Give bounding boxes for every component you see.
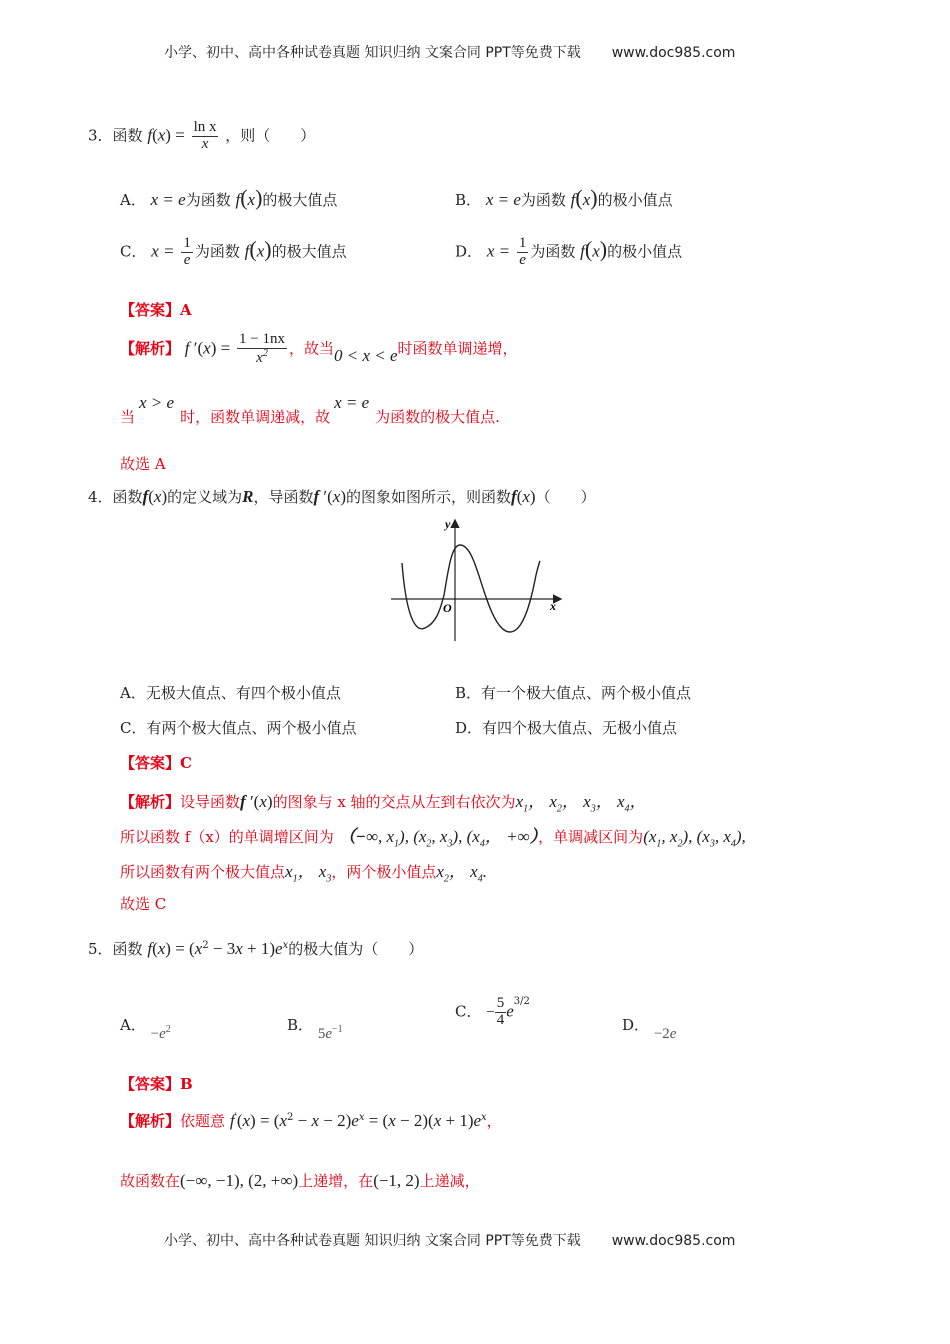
q5-a-label: A． [120, 1016, 146, 1034]
q5-analysis-2: 故函数在(−∞, −1), (2, +∞)上递增，在(−1, 2)上递减， [120, 1171, 480, 1190]
q3-option-d[interactable]: D． x = $\frac{1}{e}$ 为函数 f(x)的极小值点 [455, 235, 683, 268]
q3-c-text2: 的极大值点 [271, 242, 347, 261]
q3-c-math: x = [151, 241, 175, 261]
q5-option-c[interactable]: C． − $\frac{5}{4}$ $e^{3/2}$ [455, 995, 530, 1028]
graph-x-label: x [550, 599, 556, 613]
q3-analysis-2 [120, 392, 500, 426]
q3-an-text2: 时函数单调递增， [397, 339, 518, 358]
q3-c-text1: 为函数 [194, 242, 240, 261]
q5-option-b[interactable]: B． $5e^{-1}$ [287, 1016, 343, 1042]
q5-text: 的极大值为（ ） [288, 940, 424, 958]
q3-d-den: e [519, 251, 526, 268]
q4-option-c[interactable]: C．有两个极大值点、两个极小值点 [120, 719, 357, 737]
q3-an-text1: ，故当 [288, 339, 334, 358]
derivative-curve [402, 545, 540, 632]
q3-fraction [192, 120, 219, 153]
q4-answer-value: C [180, 754, 192, 772]
q3-c-num: 1 [183, 235, 191, 251]
q3-an-cond: 0 < x < e [333, 346, 398, 366]
q4-option-d[interactable]: D．有四个极大值点、无极小值点 [455, 719, 678, 737]
q3-tail: ，则（ ） [225, 126, 316, 145]
q3-c-den: e [183, 251, 191, 268]
q3-b-text2: 的极小值点 [597, 191, 673, 209]
q3-number: 3．函数 [88, 126, 143, 145]
q3-choose: 故选 A [120, 455, 166, 473]
graph-origin-label: O [443, 601, 452, 615]
q4-option-b[interactable]: B．有一个极大值点、两个极小值点 [455, 684, 692, 702]
q5-analysis-label: 【解析】 [120, 1112, 181, 1130]
q4-analysis-3: 所以函数有两个极大值点$x_1$， $x_3$，两个极小值点$x_2$， $x_4$. [120, 862, 487, 885]
q3-an2-cond2: x = e [334, 393, 370, 412]
q3-frac-num: ln x [193, 119, 217, 135]
q4-stem: 4．函数f(x)的定义域为R，导函数f ′(x)的图象如图所示，则函数f(x)（ ） [88, 487, 596, 506]
q3-a-text2: 的极大值点 [262, 191, 338, 209]
q3-analysis-label: 【解析】 [120, 339, 181, 358]
q5-option-a[interactable]: A． $-e^2$ [120, 1016, 171, 1042]
q3-c-label: C． [120, 242, 147, 261]
q3-an-den: x [256, 349, 263, 366]
q5-answer [120, 1073, 193, 1094]
header-url[interactable]: www.doc985.com [611, 45, 736, 61]
q5-an2b: 上递增，在 [298, 1172, 374, 1190]
q5-analysis-1: 【解析】依题意 $f'(x) = (x^2 - x - 2)e^x = (x - 2)(x + 1)e^x$， [120, 1111, 502, 1130]
q4-an3: 所以函数有两个极大值点 [120, 863, 286, 881]
q3-b-math: x = e [485, 190, 521, 209]
q3-analysis-1: 【解析】 f ′(x) = $\frac{1 - 1nx}{x^2}$ ，故当0 < x < e时函数单调递增， [120, 331, 518, 366]
q3-answer-label: 【答案】 [120, 301, 181, 319]
q3-option-a[interactable]: A． x = e为函数 f(x)的极大值点 [120, 185, 338, 210]
page-footer [164, 1230, 735, 1250]
q5-an1: 依题意 [180, 1112, 226, 1130]
q3-b-label: B． [455, 191, 482, 209]
q3-an2-text2: 为函数的极大值点. [375, 408, 500, 426]
q5-number: 5．函数 [88, 940, 143, 958]
q3-d-text2: 的极小值点 [607, 242, 683, 261]
q5-an2c: 上递减， [419, 1172, 480, 1190]
footer-url[interactable]: www.doc985.com [611, 1233, 736, 1249]
q4-an2b: ，单调减区间为 [538, 828, 644, 846]
q3-option-b[interactable]: B． x = e为函数 f(x)的极小值点 [455, 185, 673, 210]
q4-analysis-2: 所以函数 f（x）的单调增区间为 （−∞, $x_1$), ($x_2$, $x_3$), ($x_4$， +∞），单调减区间为($x_1$, $x_2$), ($x_3$, $x_4$), [120, 827, 746, 850]
q5-an2: 故函数在 [120, 1172, 181, 1190]
q3-d-num: 1 [518, 235, 527, 251]
footer-text: 小学、初中、高中各种试卷真题 知识归纳 文案合同 PPT等免费下载 [164, 1233, 581, 1249]
q4-tail: （ ） [535, 488, 596, 506]
q5-option-d[interactable]: D． −2e [622, 1016, 677, 1042]
q4-answer-label: 【答案】 [120, 754, 181, 772]
q3-d-math: x = [486, 241, 511, 261]
q4-text2: ，导函数 [253, 488, 314, 506]
q4-analysis-label: 【解析】 [120, 793, 181, 811]
graph-y-label: y [445, 517, 451, 531]
q3-stem: 3．函数 f(x) = $\frac{\text{ln x}}{x}$ ，则（ ） [88, 119, 316, 152]
q5-b-label: B． [287, 1016, 314, 1034]
q4-answer [120, 752, 192, 773]
q4-an3b: ，两个极小值点 [331, 863, 437, 881]
q3-d-label: D． [455, 242, 483, 261]
q3-an2-when: 当 [120, 408, 136, 426]
q4-choose: 故选 C [120, 895, 167, 913]
q5-c-num: 5 [496, 995, 505, 1011]
q5-c-label: C． [455, 1002, 482, 1021]
q3-a-label: A． [120, 191, 146, 209]
q3-b-text1: 为函数 [520, 191, 566, 209]
q5-stem: 5．函数 $f(x) = (x^2 - 3x + 1)e^x$的极大值为（ ） [88, 939, 424, 958]
header-text: 小学、初中、高中各种试卷真题 知识归纳 文案合同 PPT等免费下载 [164, 45, 581, 61]
q5-d-label: D． [622, 1016, 650, 1034]
q4-an1b: 的图象与 x 轴的交点从左到右依次为 [272, 793, 516, 811]
q3-option-c[interactable]: C． x = $\frac{1}{e}$ 为函数 f(x)的极大值点 [120, 235, 347, 268]
q4-option-a[interactable]: A．无极大值点、有四个极小值点 [120, 684, 341, 702]
q5-answer-value: B [180, 1075, 193, 1093]
q4-an2: 所以函数 f（x）的单调增区间为 [120, 828, 334, 846]
q4-an1: 设导函数 [180, 793, 241, 811]
q3-d-text1: 为函数 [530, 242, 576, 261]
q3-answer-value: A [180, 301, 192, 319]
q3-an2-text1: 时，函数单调递减，故 [180, 408, 331, 426]
q4-text3: 的图象如图所示，则函数 [346, 488, 512, 506]
q3-an-num: 1 − 1nx [239, 331, 285, 347]
q4-derivative-graph [388, 515, 563, 645]
page-header [164, 42, 735, 62]
q5-c-den: 4 [496, 1011, 505, 1028]
q3-f: f [147, 125, 153, 145]
q3-answer [120, 299, 192, 320]
q3-a-text1: 为函数 [185, 191, 231, 209]
q3-an2-cond: x > e [139, 393, 175, 412]
q4-analysis-1: 【解析】设导函数f ′(x)的图象与 x 轴的交点从左到右依次为$x_1$， $x_2$， $x_3$， $x_4$， [120, 792, 647, 815]
q4-number: 4．函数 [88, 488, 143, 506]
q5-answer-label: 【答案】 [120, 1075, 181, 1093]
q4-R: R [242, 487, 254, 506]
q3-frac-den: x [201, 135, 209, 152]
q3-a-math: x = e [150, 190, 186, 209]
q4-text1: 的定义域为 [167, 488, 243, 506]
